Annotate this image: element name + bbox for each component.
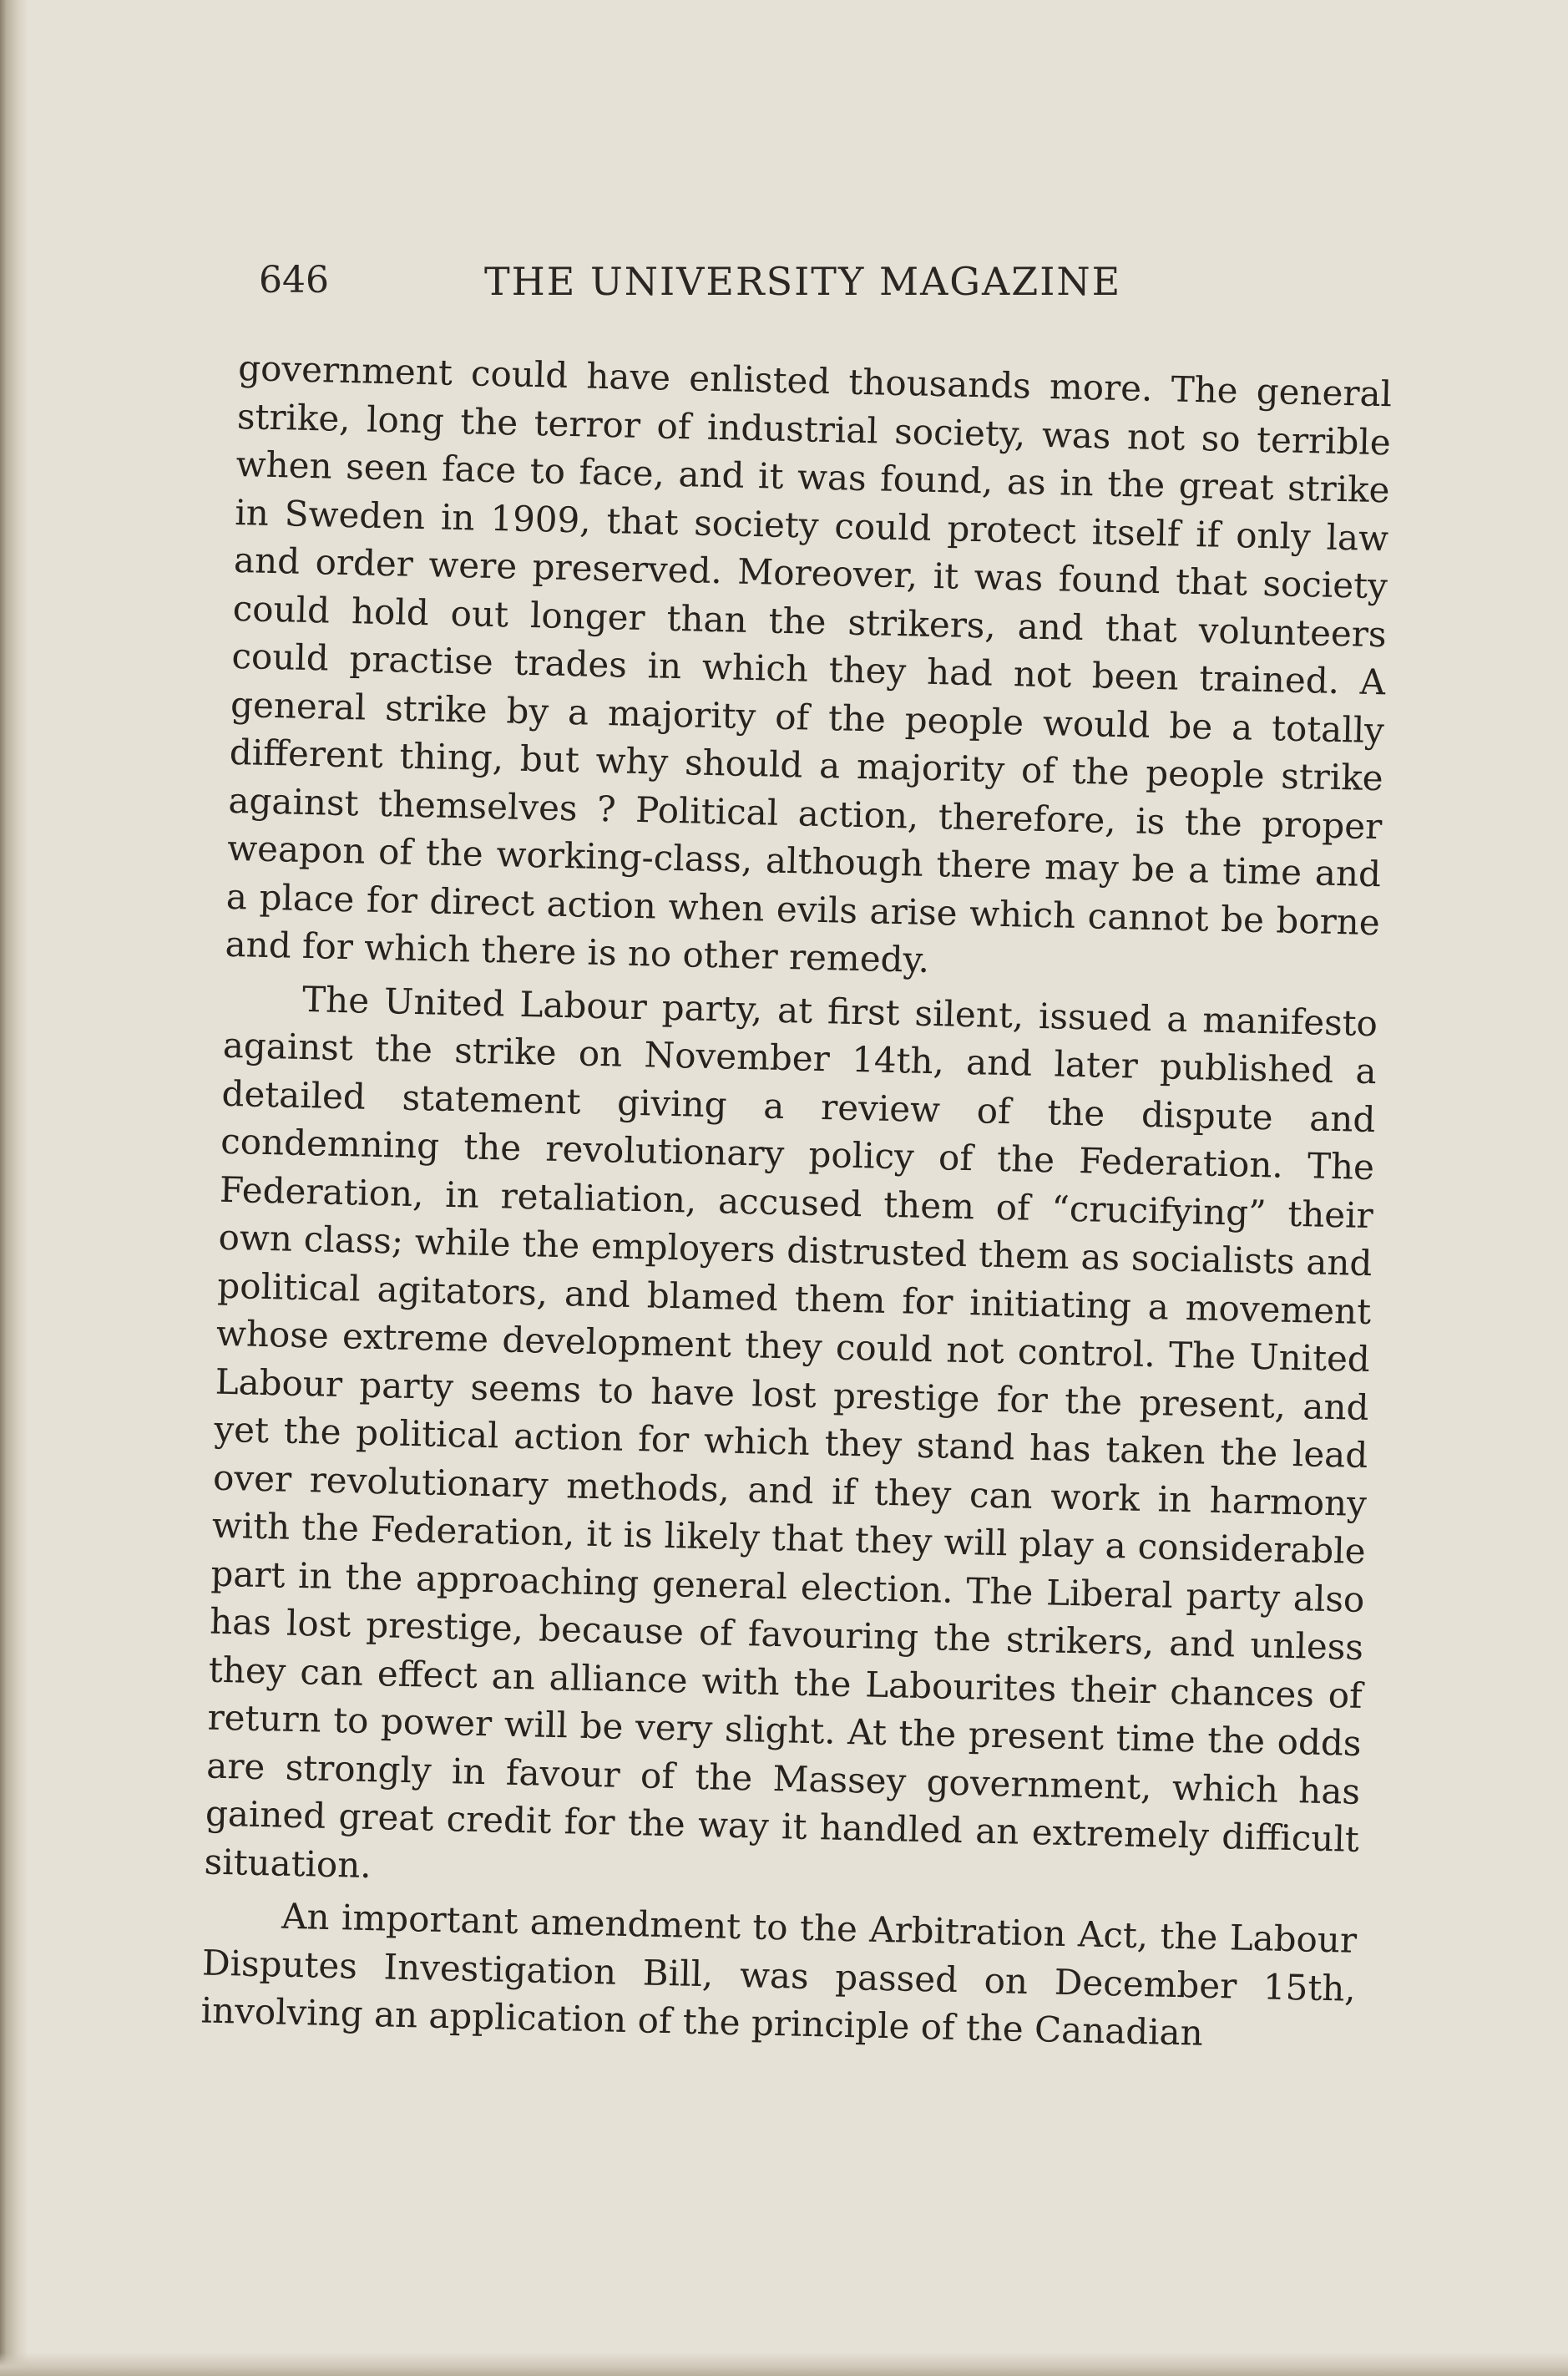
page-binding-shadow [0, 0, 28, 2376]
paragraph-continuation: government could have enlisted thousands more. The general strike, long the terror of industrial society, was not so terrible when seen face to face, and it was found, as in the great strike in Sweden in 1909, that society could protect itself if only law and order were preserved. Moreover, it was found that society could hold out longer than the strikers, and that volunteers could practise trades in which they had not been trained. A general strike by a majority of the people would be a totally different thing, but why should a majority of the people strike against themselves ? Political action, therefore, is the proper weapon of the working-class, although there may be a time and a place for direct action when evils arise which cannot be borne and for which there is no other remedy. [225, 347, 1393, 980]
page-bottom-edge [0, 2353, 1568, 2376]
running-head: THE UNIVERSITY MAGAZINE [484, 259, 1122, 304]
body-text [200, 344, 1393, 2060]
page-header [259, 251, 1394, 317]
paragraph-arbitration-amendment: An important amendment to the Arbitration Act, the Labour Disputes Investigation Bill, was passed on December 15th, involving an application of the principle of the Canadian [200, 1895, 1358, 2054]
paragraph-united-labour: The United Labour party, at first silent, issued a manifesto against the strike on November 14th, and later published a detailed statement giving a review of the dispute and condemning the revolutionary policy of the Federation. The Federation, in retaliation, accused them of “crucifying” their own class; while the employers distrusted them as socialists and political agitators, and blamed them for initiating a movement whose extreme development they could not control. The United Labour party seems to have lost prestige for the present, and yet the political action for which they stand has taken the lead over revolutionary methods, and if they can work in harmony with the Federation, it is likely that they will play a considerable part in the approaching general election. The Liberal party also has lost prestige, because of favouring the strikers, and unless they can effect an alliance with the Labourites their chances of return to power will be very slight. At the present time the odds are strongly in favour of the Massey government, which has gained great credit for the way it handled an extremely difficult situation. [204, 978, 1378, 1886]
page-number: 646 [259, 259, 329, 301]
